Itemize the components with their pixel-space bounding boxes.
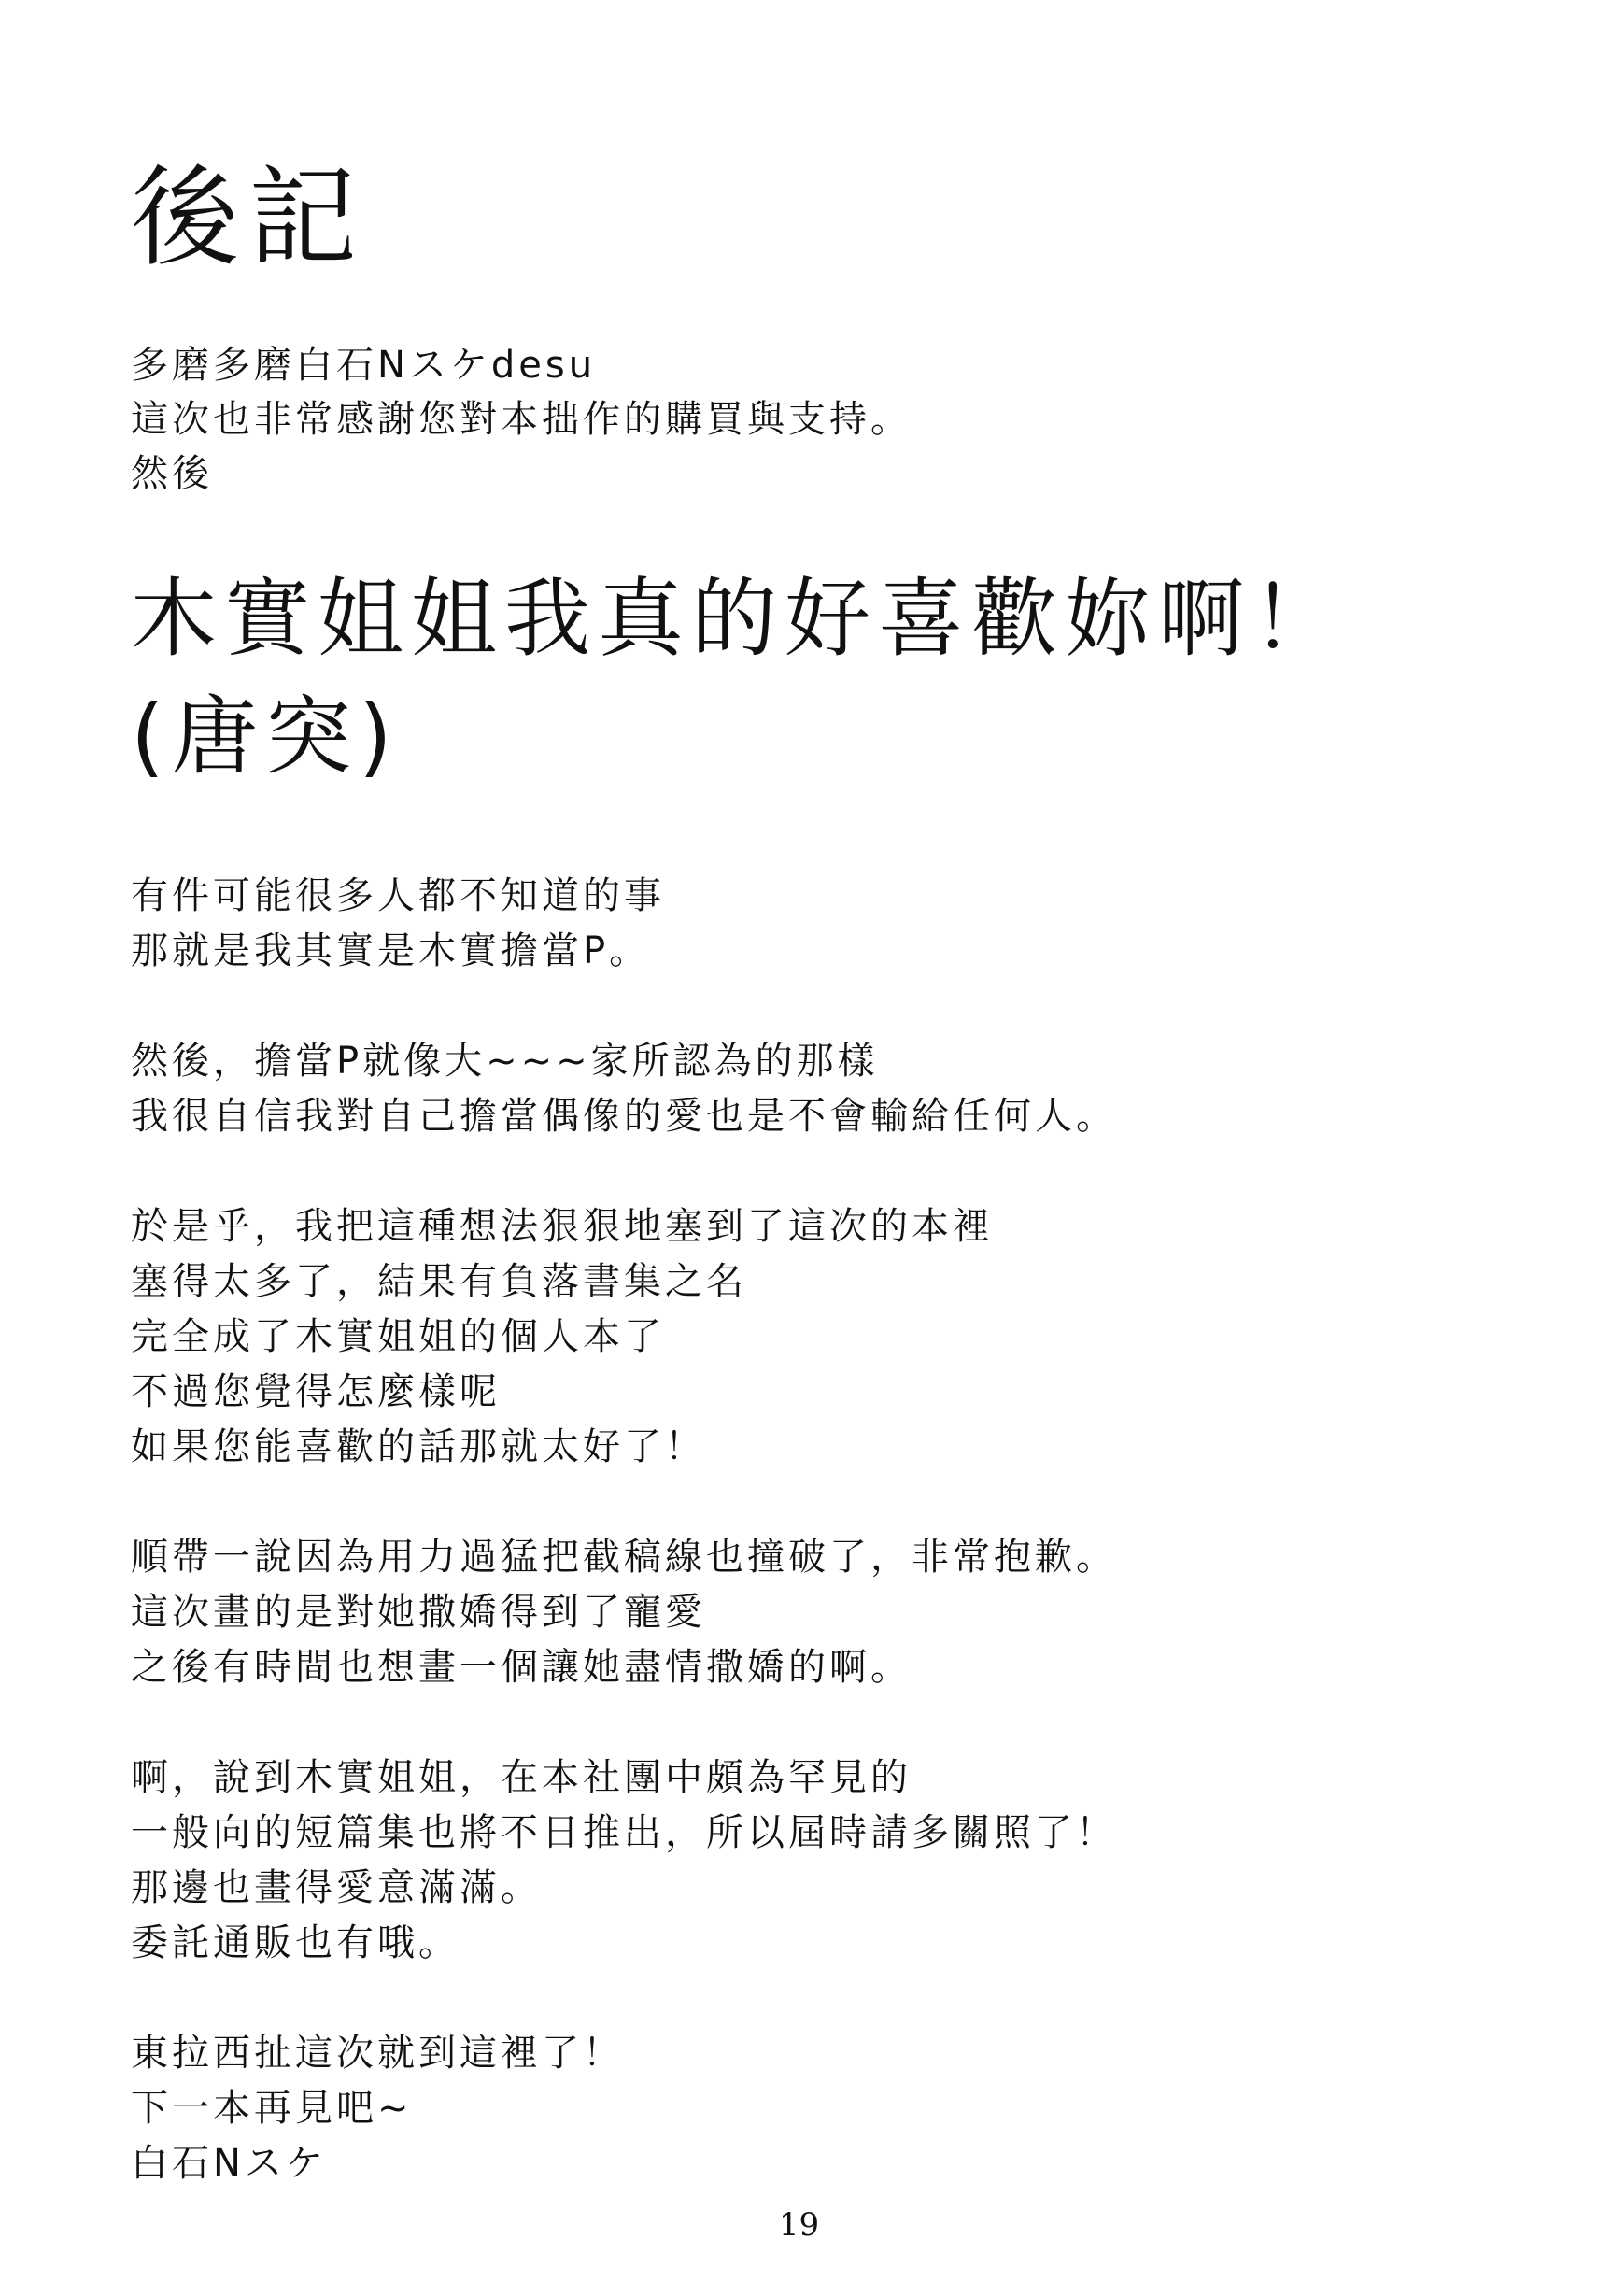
text-line: 一般向的短篇集也將不日推出，所以屆時請多關照了！ bbox=[131, 1811, 1117, 1854]
text-line: 如果您能喜歡的話那就太好了！ bbox=[131, 1425, 706, 1468]
text-line: 有件可能很多人都不知道的事 bbox=[131, 874, 665, 917]
text-line: 那邊也畫得愛意滿滿。 bbox=[131, 1866, 542, 1909]
page-number: 19 bbox=[778, 2206, 820, 2244]
text-line: 這次畫的是對她撒嬌得到了寵愛 bbox=[131, 1591, 706, 1634]
paragraph bbox=[131, 2026, 1117, 2191]
text-line: 塞得太多了，結果有負落書集之名 bbox=[131, 1260, 747, 1303]
page-title: 後記 bbox=[131, 155, 366, 281]
paragraph bbox=[131, 869, 1117, 979]
intro-line: 多磨多磨白石Nスケdesu bbox=[131, 344, 597, 387]
text-line: 之後有時間也想畫一個讓她盡情撒嬌的啊。 bbox=[131, 1646, 912, 1689]
text-line: 然後，擔當P就像大~~~家所認為的那樣 bbox=[131, 1040, 879, 1083]
headline-block bbox=[131, 560, 1345, 796]
signature-line: 白石Nスケ bbox=[131, 2142, 327, 2185]
body-text bbox=[131, 869, 1117, 2246]
intro-line: 這次也非常感謝您對本拙作的購買與支持。 bbox=[131, 398, 912, 441]
text-line: 我很自信我對自己擔當偶像的愛也是不會輸給任何人。 bbox=[131, 1095, 1117, 1138]
text-line: 啊，說到木實姐姐，在本社團中頗為罕見的 bbox=[131, 1756, 912, 1799]
paragraph bbox=[131, 1530, 1117, 1695]
text-line: 於是乎，我把這種想法狠狠地塞到了這次的本裡 bbox=[131, 1205, 994, 1248]
paragraph bbox=[131, 1034, 1117, 1144]
text-line: 順帶一說因為用力過猛把截稿線也撞破了，非常抱歉。 bbox=[131, 1536, 1117, 1579]
intro-block bbox=[131, 338, 912, 501]
paragraph bbox=[131, 1199, 1117, 1475]
intro-line: 然後 bbox=[131, 452, 213, 495]
headline-line: (唐突) bbox=[131, 687, 400, 787]
text-line: 東拉西扯這次就到這裡了！ bbox=[131, 2032, 624, 2075]
text-line: 下一本再見吧~ bbox=[131, 2087, 413, 2130]
text-line: 委託通販也有哦。 bbox=[131, 1921, 460, 1964]
text-line: 不過您覺得怎麼樣呢 bbox=[131, 1370, 501, 1413]
text-line: 完全成了木實姐姐的個人本了 bbox=[131, 1315, 665, 1358]
text-line: 那就是我其實是木實擔當P。 bbox=[131, 929, 651, 972]
paragraph bbox=[131, 1750, 1117, 1971]
headline-line: 木實姐姐我真的好喜歡妳啊！ bbox=[131, 569, 1346, 669]
